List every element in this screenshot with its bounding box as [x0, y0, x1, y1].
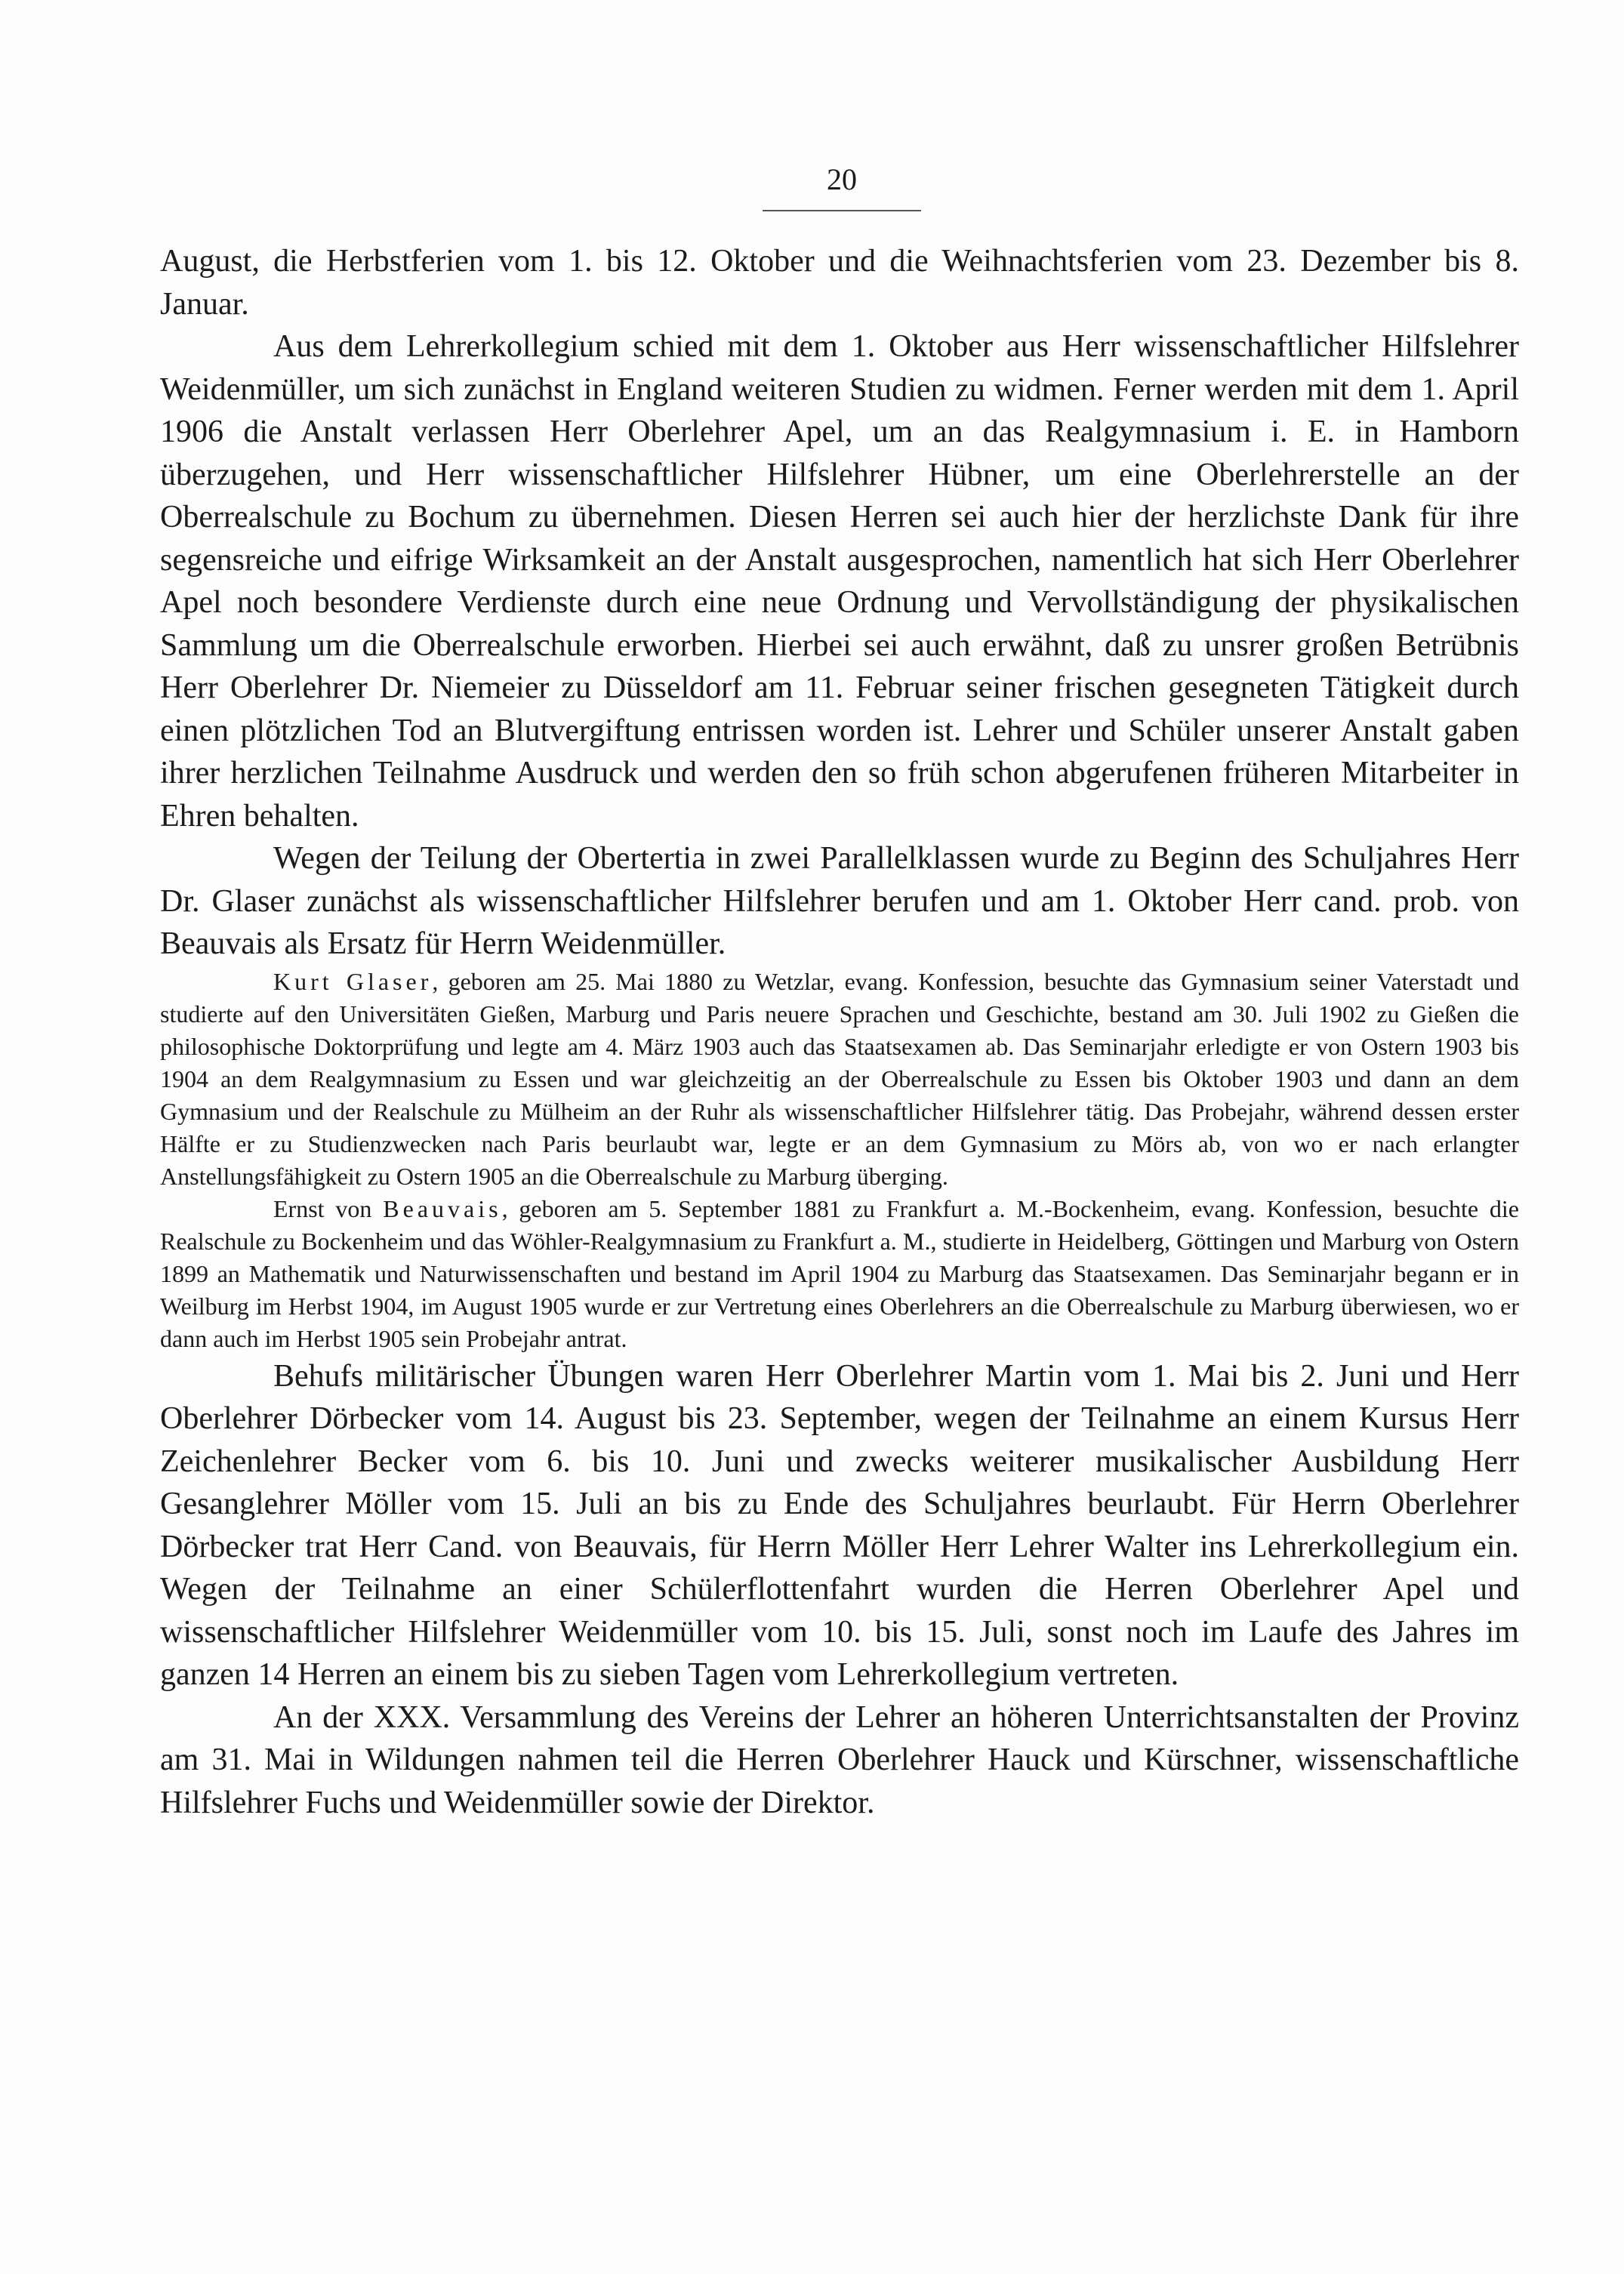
biography-text-beauvais: , geboren am 5. September 1881 zu Frankfurt a. M.-Bockenheim, evang. Konfession, besuchte die Realschule zu Bockenheim und das Wöhler-Realgymnasium zu Frankfurt a. M., studierte in Heidelberg, Göttingen und Marburg von Ostern 1899 an Mathematik und Naturwissenschaften und bestand im April 1904 zu Marburg das Staatsexamen. Das Seminarjahr begann er in Weilburg im Herbst 1904, im August 1905 wurde er zur Vertretung eines Oberlehrers an die Oberrealschule zu Marburg überwiesen, wo er dann auch im Herbst 1905 sein Probejahr antrat. — [160, 1194, 1520, 1352]
page-number: 20 — [827, 162, 857, 196]
paragraph-holidays: August, die Herbstferien vom 1. bis 12. Oktober und die Weihnachtsferien vom 23. Dezember bis 8. Januar. — [160, 244, 1519, 322]
biography-text-glaser: , geboren am 25. Mai 1880 zu Wetzlar, evang. Konfession, besuchte das Gymnasium seiner Vaterstadt und studierte auf den Universitäten Gießen, Marburg und Paris neuere Sprachen und Geschichte, bestand am 30. Juli 1902 zu Gießen die philosophische Doktorprüfung und legte am 4. März 1903 auch das Staatsexamen ab. Das Seminarjahr erledigte er von Ostern 1903 bis 1904 an dem Realgymnasium zu Essen und war gleichzeitig an der Oberrealschule zu Essen bis Oktober 1903 und dann an dem Gymnasium und der Realschule zu Mülheim an der Ruhr als wissenschaftlicher Hilfslehrer tätig. Das Probejahr, während dessen erster Hälfte er zu Studienzwecken nach Paris beurlaubt war, legte er an dem Gymnasium zu Mörs ab, von wo er nach erlangter Anstellungsfähigkeit zu Ostern 1905 an die Oberrealschule zu Marburg überging. — [160, 967, 1520, 1190]
page-number-rule — [763, 210, 921, 211]
body-text — [160, 240, 1519, 1824]
biography-name-beauvais: Beauvais — [383, 1194, 502, 1222]
biography-note-beauvais — [160, 1193, 1519, 1355]
paragraph-leave-of-absence: Behufs militärischer Übungen waren Herr Oberlehrer Martin vom 1. Mai bis 2. Juni und Herr Oberlehrer Dörbecker vom 14. August bis 23. September, wegen der Teilnahme an einem Kursus Herr Zeichenlehrer Becker vom 6. bis 10. Juni und zwecks weiterer musikalischer Ausbildung Herr Gesanglehrer Möller vom 15. Juli an bis zu Ende des Schuljahres beurlaubt. Für Herrn Oberlehrer Dörbecker trat Herr Cand. von Beauvais, für Herrn Möller Herr Lehrer Walter ins Lehrerkollegium ein. Wegen der Teilnahme an einer Schülerflottenfahrt wurden die Herren Oberlehrer Apel und wissenschaftlicher Hilfslehrer Weidenmüller vom 10. bis 15. Juli, sonst noch im Laufe des Jahres im ganzen 14 Herren an einem bis zu sieben Tagen vom Lehrerkollegium vertreten. — [160, 1358, 1519, 1692]
paragraph-staff-changes: Aus dem Lehrerkollegium schied mit dem 1. Oktober aus Herr wissenschaftlicher Hilfslehrer Weidenmüller, um sich zunächst in England weiteren Studien zu widmen. Ferner werden mit dem 1. April 1906 die Anstalt verlassen Herr Oberlehrer Apel, um an das Realgymnasium i. E. in Hamborn überzugehen, und Herr wissenschaftlicher Hilfslehrer Hübner, um eine Oberlehrerstelle an der Oberrealschule zu Bochum zu übernehmen. Diesen Herren sei auch hier der herzlichste Dank für ihre segensreiche und eifrige Wirksamkeit an der Anstalt ausgesprochen, namentlich hat sich Herr Oberlehrer Apel noch besondere Verdienste durch eine neue Ordnung und Vervollständigung der physikalischen Sammlung um die Oberrealschule erworben. Hierbei sei auch erwähnt, daß zu unsrer großen Betrübnis Herr Oberlehrer Dr. Niemeier zu Düsseldorf am 11. Februar seiner frischen gesegneten Tätigkeit durch einen plötzlichen Tod an Blutvergiftung entrissen worden ist. Lehrer und Schüler unserer Anstalt gaben ihrer herzlichen Teilnahme Ausdruck und werden den so früh schon abgerufenen früheren Mitarbeiter in Ehren behalten. — [160, 329, 1519, 833]
biography-name-glaser: Kurt Glaser — [273, 967, 433, 995]
paragraph-conference: An der XXX. Versammlung des Vereins der Lehrer an höheren Unterrichtsanstalten der Provinz am 31. Mai in Wildungen nahmen teil die Herren Oberlehrer Hauck und Kürschner, wissenschaftliche Hilfslehrer Fuchs und Weidenmüller sowie der Direktor. — [160, 1699, 1519, 1820]
paragraph-new-appointments: Wegen der Teilung der Obertertia in zwei Parallelklassen wurde zu Beginn des Schuljahres Herr Dr. Glaser zunächst als wissenschaftlicher Hilfslehrer berufen und am 1. Oktober Herr cand. prob. von Beauvais als Ersatz für Herrn Weidenmüller. — [160, 841, 1519, 961]
biography-note-glaser — [160, 966, 1519, 1193]
biography-name-prefix-beauvais: Ernst von — [273, 1194, 384, 1222]
